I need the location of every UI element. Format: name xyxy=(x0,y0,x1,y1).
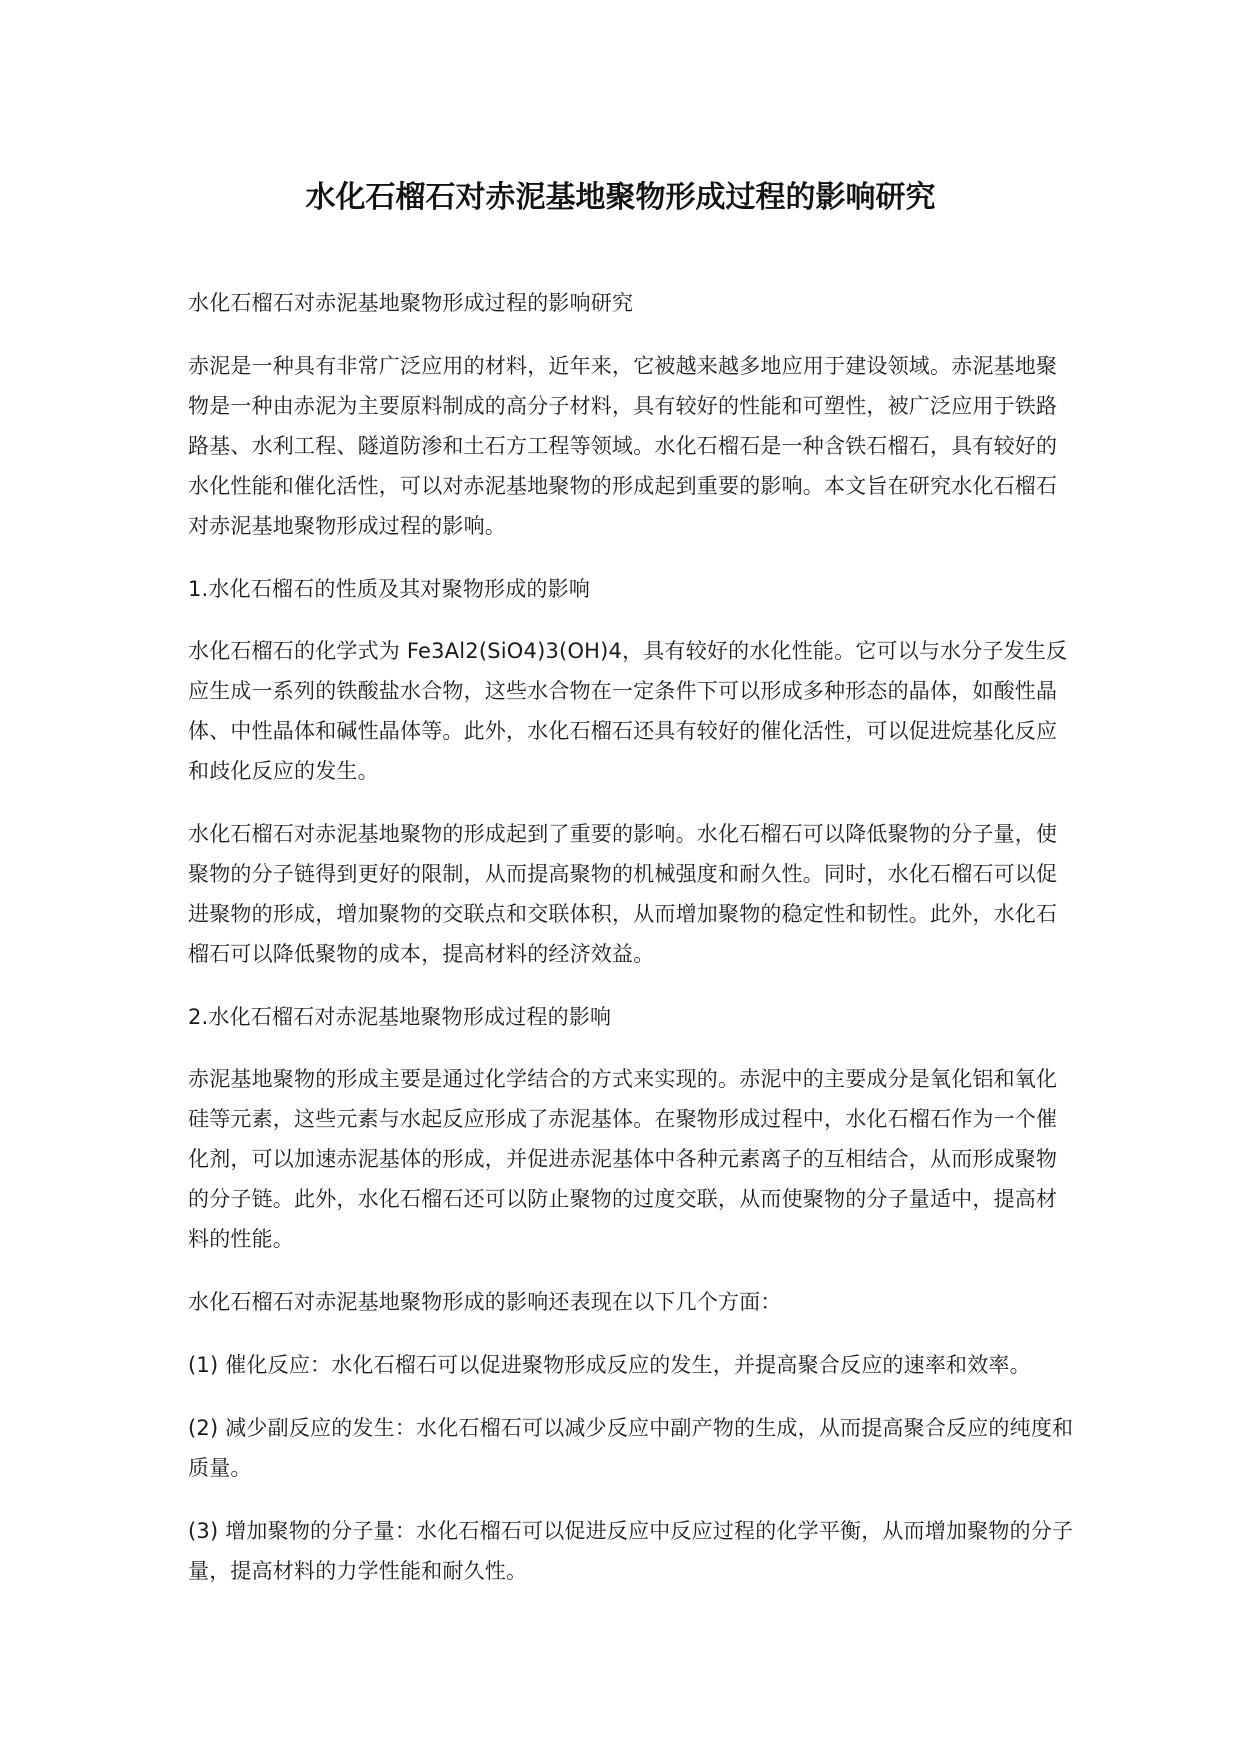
section-1-paragraph-2: 水化石榴石对赤泥基地聚物的形成起到了重要的影响。水化石榴石可以降低聚物的分子量，使聚物的分子链得到更好的限制，从而提高聚物的机械强度和耐久性。同时，水化石榴石可以促进聚物的形成，增加聚物的交联点和交联体积，从而增加聚物的稳定性和韧性。此外，水化石榴石可以降低聚物的成本，提高材料的经济效益。 xyxy=(188,822,1058,966)
subtitle-paragraph: 水化石榴石对赤泥基地聚物形成过程的影响研究 xyxy=(188,291,634,315)
section-heading-1: 1.水化石榴石的性质及其对聚物形成的影响 xyxy=(188,577,591,601)
list-item-2: (2) 减少副反应的发生：水化石榴石可以减少反应中副产物的生成，从而提高聚合反应的纯度和质量。 xyxy=(188,1416,1074,1480)
section-heading-2: 2.水化石榴石对赤泥基地聚物形成过程的影响 xyxy=(188,1005,612,1029)
section-2-paragraph-1: 赤泥基地聚物的形成主要是通过化学结合的方式来实现的。赤泥中的主要成分是氧化铝和氧化硅等元素，这些元素与水起反应形成了赤泥基体。在聚物形成过程中，水化石榴石作为一个催化剂，可以加速赤泥基体的形成，并促进赤泥基体中各种元素离子的互相结合，从而形成聚物的分子链。此外，水化石榴石还可以防止聚物的过度交联，从而使聚物的分子量适中，提高材料的性能。 xyxy=(188,1067,1058,1251)
document-title: 水化石榴石对赤泥基地聚物形成过程的影响研究 xyxy=(305,180,936,215)
section-1-paragraph-1: 水化石榴石的化学式为 Fe3Al2(SiO4)3(OH)4，具有较好的水化性能。它可以与水分子发生反应生成一系列的铁酸盐水合物，这些水合物在一定条件下可以形成多种形态的晶体，如酸性晶体、中性晶体和碱性晶体等。此外，水化石榴石还具有较好的催化活性，可以促进烷基化反应和歧化反应的发生。 xyxy=(188,639,1068,783)
list-item-1: (1) 催化反应：水化石榴石可以促进聚物形成反应的发生，并提高聚合反应的速率和效率。 xyxy=(188,1353,1031,1377)
list-item-3: (3) 增加聚物的分子量：水化石榴石可以促进反应中反应过程的化学平衡，从而增加聚物的分子量，提高材料的力学性能和耐久性。 xyxy=(188,1519,1074,1583)
section-2-paragraph-2: 水化石榴石对赤泥基地聚物形成的影响还表现在以下几个方面： xyxy=(188,1290,782,1314)
intro-paragraph: 赤泥是一种具有非常广泛应用的材料，近年来，它被越来越多地应用于建设领域。赤泥基地聚物是一种由赤泥为主要原料制成的高分子材料，具有较好的性能和可塑性，被广泛应用于铁路路基、水利工程、隧道防渗和土石方工程等领域。水化石榴石是一种含铁石榴石，具有较好的水化性能和催化活性，可以对赤泥基地聚物的形成起到重要的影响。本文旨在研究水化石榴石对赤泥基地聚物形成过程的影响。 xyxy=(188,354,1058,538)
document-body xyxy=(188,283,1074,1614)
